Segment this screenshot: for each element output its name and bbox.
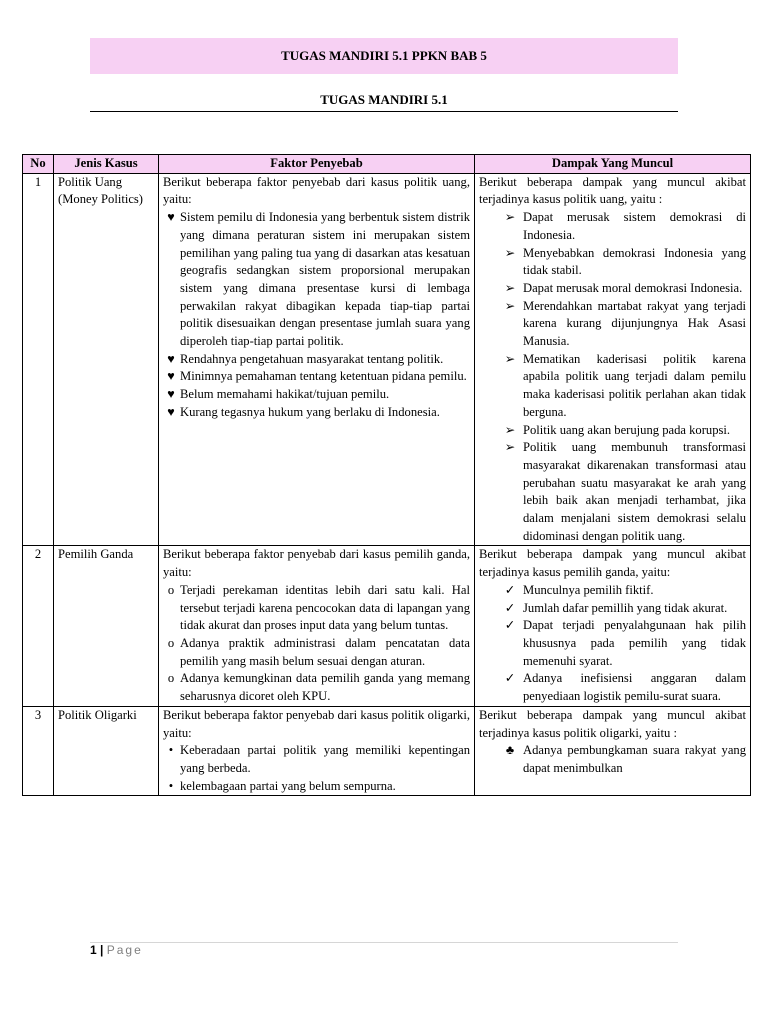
row-number: 3 [23,706,54,796]
list-item: ✓ Munculnya pemilih fiktif. [479,582,746,600]
row-number: 1 [23,173,54,546]
list-item: ➢ Dapat merusak sistem demokrasi di Indonesia. [479,209,746,244]
cause-cell [159,546,475,706]
cause-intro: Berikut beberapa faktor penyebab dari kasus pemilih ganda, yaitu: [163,547,470,580]
case-type: Politik Uang (Money Politics) [54,173,159,546]
cause-list [163,209,470,421]
heart-bullet-icon: ♥ [167,387,175,402]
list-item: o Adanya kemungkinan data pemilih ganda yang memang seharusnya dicoret oleh KPU. [163,670,470,705]
cause-list [163,742,470,795]
impact-cell [475,706,751,796]
list-item: ➢ Dapat merusak moral demokrasi Indonesia. [479,280,746,298]
case-type: Pemilih Ganda [54,546,159,706]
list-item: ➢ Mematikan kaderisasi politik karena apabila politik uang terjadi dalam pemilu maka kaderisasi politik perlahan akan tidak berguna. [479,351,746,422]
heart-bullet-icon: ♥ [167,369,175,384]
cases-table [22,154,751,796]
arrowhead-bullet-icon: ➢ [504,351,516,366]
cause-intro: Berikut beberapa faktor penyebab dari kasus politik uang, yaitu: [163,174,470,207]
impact-cell [475,546,751,706]
list-item: ✓ Jumlah dafar pemillih yang tidak akurat. [479,600,746,618]
subtitle-underline [90,111,678,112]
impact-list [479,582,746,706]
cause-intro: Berikut beberapa faktor penyebab dari kasus politik oligarki, yaitu: [163,707,470,740]
list-item: ✓ Adanya inefisiensi anggaran dalam penyediaan logistik pemilu-surat suara. [479,670,746,705]
list-item: ♥ Minimnya pemahaman tentang ketentuan pidana pemilu. [163,368,470,386]
list-item: ♥ Kurang tegasnya hukum yang berlaku di Indonesia. [163,404,470,422]
page-label: Page [106,943,143,957]
header-jenis-kasus: Jenis Kasus [54,155,159,174]
header-dampak: Dampak Yang Muncul [475,155,751,174]
impact-list [479,742,746,777]
heart-bullet-icon: ♥ [167,404,175,419]
list-item: ✓ Dapat terjadi penyalahgunaan hak pilih khususnya pada pemilih yang tidak memenuhi syarat. [479,617,746,670]
arrowhead-bullet-icon: ➢ [504,440,516,455]
cause-cell [159,706,475,796]
header-faktor-penyebab: Faktor Penyebab [159,155,475,174]
document-title-banner: TUGAS MANDIRI 5.1 PPKN BAB 5 [90,38,678,74]
arrowhead-bullet-icon: ➢ [504,245,516,260]
impact-intro: Berikut beberapa dampak yang muncul akibat terjadinya kasus politik oligarki, yaitu : [479,707,746,740]
impact-intro: Berikut beberapa dampak yang muncul akibat terjadinya kasus politik uang, yaitu : [479,174,746,207]
table-row [23,546,751,706]
list-item: o Terjadi perekaman identitas lebih dari satu kali. Hal tersebut terjadi karena pencocokan data di lapangan yang tidak akurat dan proses input data yang belum tuntas. [163,582,470,635]
table-row [23,173,751,546]
checkmark-bullet-icon: ✓ [504,600,516,615]
impact-list [479,209,746,545]
arrowhead-bullet-icon: ➢ [504,298,516,313]
cause-cell [159,173,475,546]
list-item: ➢ Politik uang membunuh transformasi masyarakat dikarenakan transformasi atau perubahan suatu masyarakat ke arah yang lebih baik akan menjadi terhambat, jika dalam menjalani sistem demokrasi selalu didominasi dengan politik uang. [479,439,746,545]
dot-bullet-icon: • [168,743,174,758]
page-footer [90,943,143,957]
document-subtitle: TUGAS MANDIRI 5.1 [320,92,448,107]
case-type: Politik Oligarki [54,706,159,796]
arrowhead-bullet-icon: ➢ [504,422,516,437]
arrowhead-bullet-icon: ➢ [504,210,516,225]
footer-separator: | [100,943,104,957]
arrowhead-bullet-icon: ➢ [504,280,516,295]
table-header-row [23,155,751,174]
list-item: • kelembagaan partai yang belum sempurna. [163,778,470,796]
footer-divider [90,942,678,943]
table-row [23,706,751,796]
impact-intro: Berikut beberapa dampak yang muncul akibat terjadinya kasus pemilih ganda, yaitu: [479,547,746,580]
checkmark-bullet-icon: ✓ [504,582,516,597]
checkmark-bullet-icon: ✓ [504,618,516,633]
club-bullet-icon: ♣ [505,743,515,758]
list-item: ➢ Menyebabkan demokrasi Indonesia yang tidak stabil. [479,245,746,280]
checkmark-bullet-icon: ✓ [504,671,516,686]
list-item: • Keberadaan partai politik yang memiliki kepentingan yang berbeda. [163,742,470,777]
row-number: 2 [23,546,54,706]
header-no: No [23,155,54,174]
list-item: ♥ Sistem pemilu di Indonesia yang berbentuk sistem distrik yang dimana peraturan sistem ini merupakan sistem pemilihan yang paling tua yang di dasarkan atas kesatuan geografis sedangkan sistem proporsional merupakan sistem yang dimana presentase kursi di lembaga perwakilan rakyat dibagikan kepada tiap-tiap partai politik disesuaikan dengan presentase jumlah suara yang diperoleh tiap-tiap partai politik. [163,209,470,351]
cause-list [163,582,470,706]
page-number: 1 [90,943,97,957]
list-item: ♥ Rendahnya pengetahuan masyarakat tentang politik. [163,351,470,369]
impact-cell [475,173,751,546]
circle-bullet-icon: o [167,671,175,686]
heart-bullet-icon: ♥ [167,351,175,366]
dot-bullet-icon: • [168,778,174,793]
list-item: ➢ Politik uang akan berujung pada korupsi. [479,422,746,440]
list-item: ♣ Adanya pembungkaman suara rakyat yang dapat menimbulkan [479,742,746,777]
heart-bullet-icon: ♥ [167,210,175,225]
list-item: ➢ Merendahkan martabat rakyat yang terjadi karena kurang dijunjungnya Hak Asasi Manusia. [479,298,746,351]
list-item: ♥ Belum memahami hakikat/tujuan pemilu. [163,386,470,404]
circle-bullet-icon: o [167,582,175,597]
circle-bullet-icon: o [167,635,175,650]
list-item: o Adanya praktik administrasi dalam pencatatan data pemilih yang masih belum sesuai dengan aturan. [163,635,470,670]
